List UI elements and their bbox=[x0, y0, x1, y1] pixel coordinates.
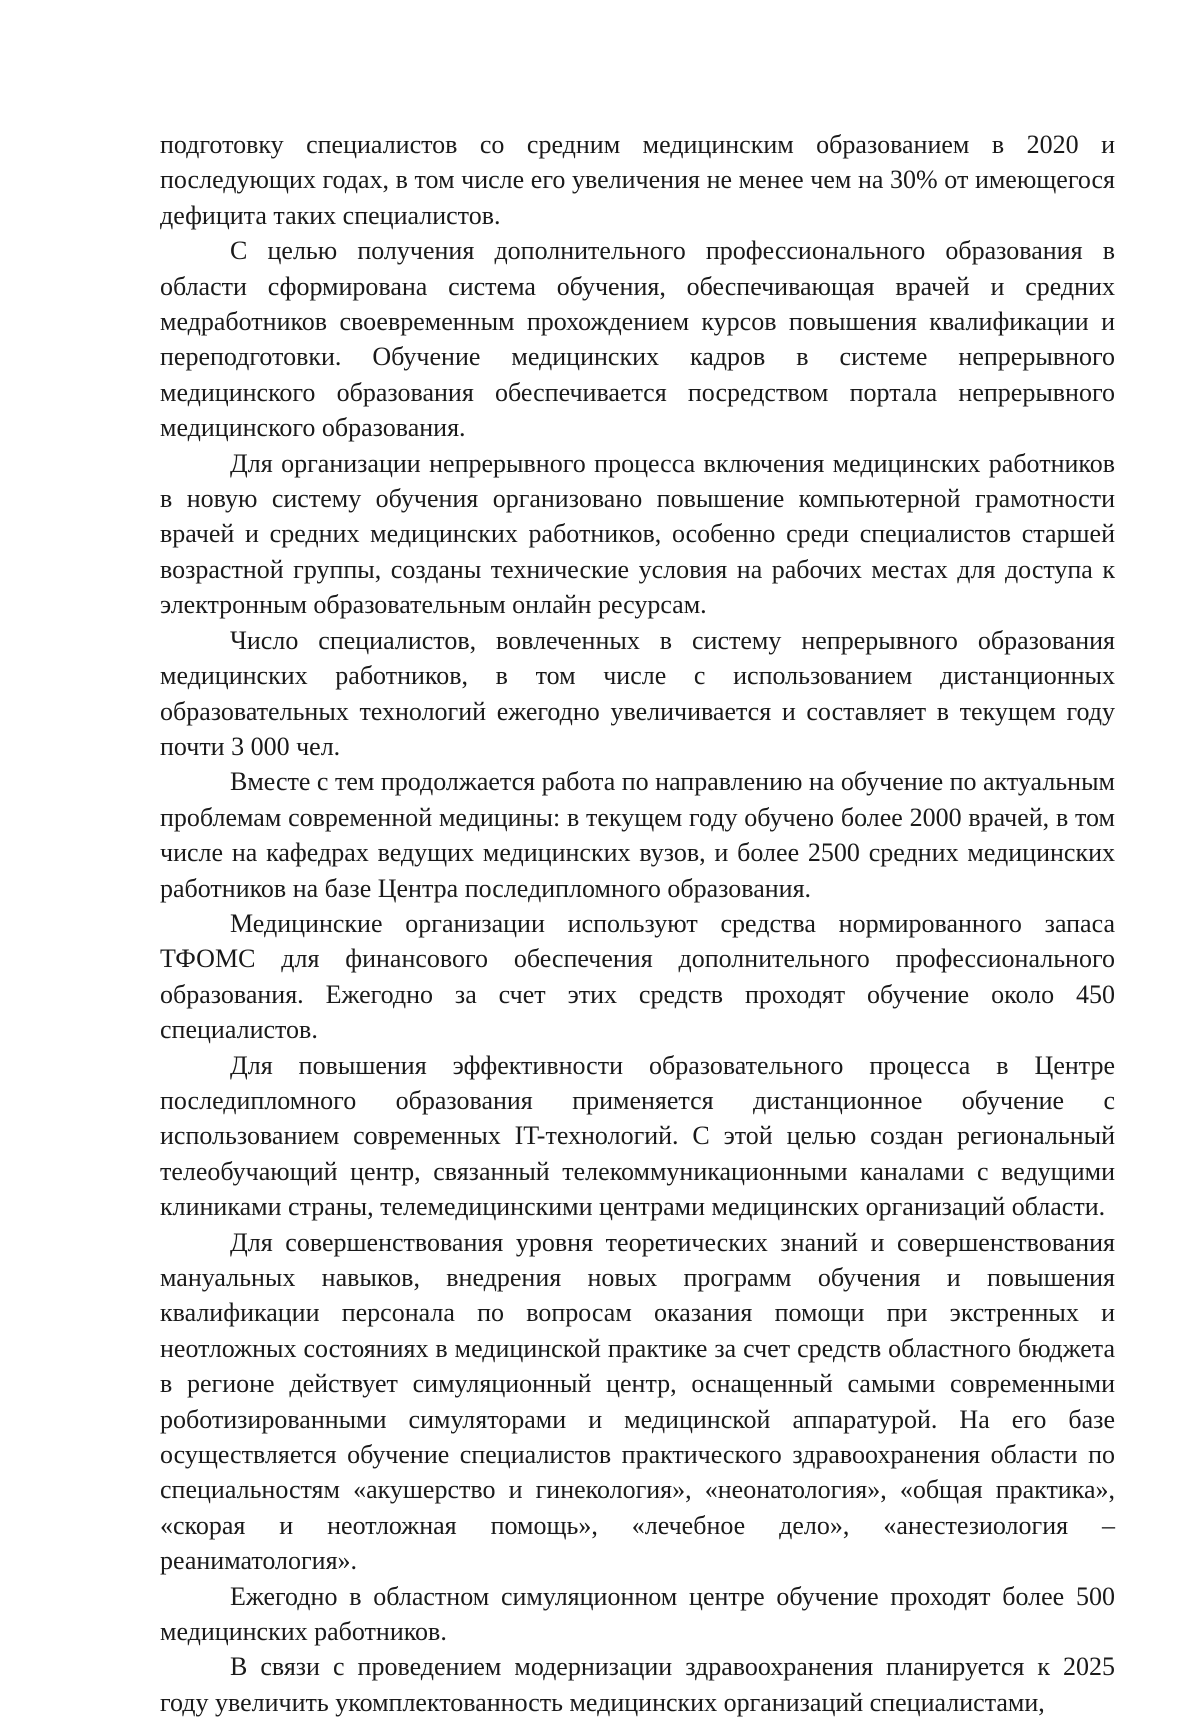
paragraph-2: С целью получения дополнительного профессионального образования в области сформирована система обучения, обеспечивающая врачей и средних медработников своевременным прохождением курсов повышения квалификации и переподготовки. Обучение медицинских кадров в системе непрерывного медицинского образования обеспечивается посредством портала непрерывного медицинского образования. bbox=[160, 236, 1115, 443]
document-body bbox=[160, 127, 1115, 1720]
paragraph-10: В связи с проведением модернизации здравоохранения планируется к 2025 году увеличить укомплектованность медицинских организаций специалистами, bbox=[160, 1652, 1115, 1717]
paragraph-7: Для повышения эффективности образовательного процесса в Центре последипломного образования применяется дистанционное обучение с использованием современных IT-технологий. С этой целью создан региональный телеобучающий центр, связанный телекоммуникационными каналами с ведущими клиниками страны, телемедицинскими центрами медицинских организаций области. bbox=[160, 1050, 1115, 1222]
paragraph-3: Для организации непрерывного процесса включения медицинских работников в новую систему обучения организовано повышение компьютерной грамотности врачей и средних медицинских работников, особенно среди специалистов старшей возрастной группы, созданы технические условия на рабочих местах для доступа к электронным образовательным онлайн ресурсам. bbox=[160, 448, 1115, 620]
paragraph-6: Медицинские организации используют средства нормированного запаса ТФОМС для финансового обеспечения дополнительного профессионального образования. Ежегодно за счет этих средств проходят обучение около 450 специалистов. bbox=[160, 908, 1115, 1045]
paragraph-4: Число специалистов, вовлеченных в систему непрерывного образования медицинских работников, в том числе с использованием дистанционных образовательных технологий ежегодно увеличивается и составляет в текущем году почти 3 000 чел. bbox=[160, 625, 1115, 761]
paragraph-5: Вместе с тем продолжается работа по направлению на обучение по актуальным проблемам современной медицины: в текущем году обучено более 2000 врачей, в том числе на кафедрах ведущих медицинских вузов, и более 2500 средних медицинских работников на базе Центра последипломного образования. bbox=[160, 767, 1115, 903]
paragraph-8: Для совершенствования уровня теоретических знаний и совершенствования мануальных навыков, внедрения новых программ обучения и повышения квалификации персонала по вопросам оказания помощи при экстренных и неотложных состояниях в медицинской практике за счет средств областного бюджета в регионе действует симуляционный центр, оснащенный самыми современными роботизированными симуляторами и медицинской аппаратурой. На его базе осуществляется обучение специалистов практического здравоохранения области по специальностям «акушерство и гинекология», «неонатология», «общая практика», «скорая и неотложная помощь», «лечебное дело», «анестезиология – реаниматология». bbox=[160, 1227, 1115, 1576]
paragraph-9: Ежегодно в областном симуляционном центре обучение проходят более 500 медицинских работников. bbox=[160, 1581, 1115, 1647]
paragraph-1: подготовку специалистов со средним медицинским образованием в 2020 и последующих годах, в том числе его увеличения не менее чем на 30% от имеющегося дефицита таких специалистов. bbox=[160, 130, 1115, 230]
